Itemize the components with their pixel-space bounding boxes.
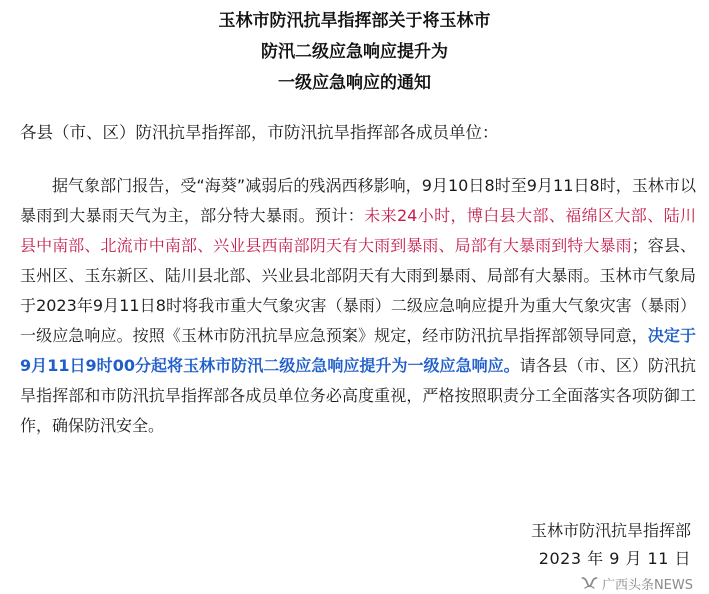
signature-date: 2023 年 9 月 11 日 [538, 549, 691, 568]
forecast-highlight-red: 未来24小时，博白县大部、福绵区大部、陆川县中南部、北流市中南部、兴业县西南部阴天有大雨到暴雨、局部有大暴雨到特大暴雨 [20, 206, 696, 255]
watermark-text: 广西头条NEWS [601, 577, 693, 593]
body-text-segment: 据气象部门报告，受“海葵”减弱后的残涡西移影响，9月10日8时至9月11日8时，玉林市以暴雨到大暴雨天气为主，部分特大暴雨。预计： [20, 176, 696, 225]
notice-title-line-1: 玉林市防汛抗旱指挥部关于将玉林市 [218, 11, 491, 31]
salutation: 各县（市、区）防汛抗旱指挥部，市防汛抗旱指挥部各成员单位： [20, 123, 499, 142]
source-watermark [581, 574, 693, 592]
notice-title-line-2: 防汛二级应急响应提升为 [261, 42, 448, 62]
decision-highlight-blue: 决定于9月11日9时00分起将玉林市防汛二级应急响应提升为一级应急响应。 [20, 326, 696, 375]
notice-title-line-3: 一级应急响应的通知 [278, 73, 431, 93]
body-text-segment: ；容县、玉州区、玉东新区、陆川县北部、兴业县北部阴天有大雨到暴雨、局部有大暴雨。玉林市气象局于2023年9月11日8时将我市重大气象灾害（暴雨）二级应急响应提升为重大气象灾害（暴雨）一级应急响应。按照《玉林市防汛抗旱应急预案》规定，经市防汛抗旱指挥部领导同意， [20, 236, 696, 345]
signature-organization: 玉林市防汛抗旱指挥部 [530, 521, 691, 540]
body-text-segment: 请各县（市、区）防汛抗旱指挥部和市防汛抗旱指挥部各成员单位务必高度重视，严格按照职责分工全面落实各项防御工作，确保防汛安全。 [20, 356, 696, 435]
notice-body [20, 171, 696, 441]
wechat-channel-icon [581, 576, 598, 590]
